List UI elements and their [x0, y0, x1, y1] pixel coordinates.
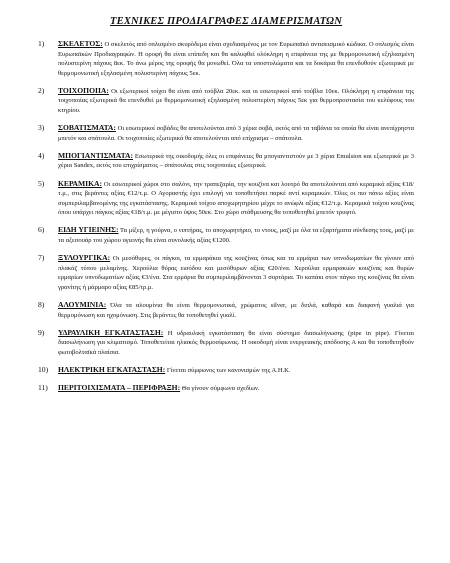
item-heading: ΞΥΛΟΥΡΓΙΚΑ:	[58, 253, 111, 263]
item-text: Όλα τα αλουμίνια θα είναι θερμομονωτικά, χρώματος silver, με διπλά, καθαρά και διαφανή γυαλιά για θερμομόνωση και ηχομόνωση. Στις βεράντες θα τοποθετηθεί γυαλί.	[58, 301, 414, 319]
item-heading: ΗΛΕΚΤΡΙΚΗ ΕΓΚΑΤΑΣΤΑΣΗ:	[58, 364, 166, 374]
item-text: Τα μίξερ, η γούρνα, ο νιπτήρας, το αποχωρητήριο, το ντους, μαζί με όλα τα εξαρτήματα σύνδεσης τους, μαζί με τα αξεσουάρ του χώρου υγιεινής θα είναι συνολικής αξίας €1200.	[58, 227, 415, 244]
item-heading: ΜΠΟΓΙΑΝΤΙΣΜΑΤΑ:	[58, 150, 133, 160]
item-heading: ΠΕΡΙΤΟΙΧΙΣΜΑΤΑ – ΠΕΡΙΦΡΑΞΗ:	[58, 383, 181, 393]
spec-item-skeleton	[38, 39, 414, 78]
item-text: Η υδραυλική εγκατάσταση θα είναι σύστημα διασωλήνωσης (pipe in pipe). Γίνεται διασωλήνωση για κλιματισμό. Τοποθετείται ηλιακός θερμοσίφωνας. Η οικοδομή είναι ενεργειακής απόδοσης Α και θα τοποθετηθούν φωτοβολταϊκά πλαίσια.	[58, 329, 414, 356]
spec-item-ceramics	[38, 179, 414, 218]
spec-item-sanitary	[38, 225, 414, 245]
item-number: 8)	[38, 299, 45, 309]
item-heading: ΚΕΡΑΜΙΚΑ:	[58, 178, 103, 188]
item-number: 6)	[38, 225, 45, 235]
item-body	[58, 123, 414, 143]
item-heading: ΣΟΒΑΤΙΣΜΑΤΑ:	[58, 123, 116, 133]
item-body	[58, 383, 414, 394]
item-heading: ΤΟΙΧΟΠΟΙΙΑ:	[58, 85, 109, 95]
item-body	[58, 365, 414, 376]
item-number: 3)	[38, 123, 45, 133]
item-text: Οι εξωτερικοί τοίχοι θα είναι από τούβλα 20εκ. και οι εσωτερικοί από τούβλα 10εκ. Ολόκληρη η επιφάνεια της τοιχοποιίας εξωτερικά θα επενδυθεί με θερμομονωτική εξηλασμένη πολυστερίνη πάχους 5εκ για θερμοπροστασία του κελύφους του κτηρίου.	[58, 87, 414, 115]
spec-item-painting	[38, 151, 414, 171]
item-number: 1)	[38, 39, 45, 48]
spec-item-fencing	[38, 383, 414, 394]
page-title: ΤΕΧΝΙΚΕΣ ΠΡΟΔΙΑΓΡΑΦΕΣ ΔΙΑΜΕΡΙΣΜΑΤΩΝ	[110, 16, 342, 27]
item-text: Γίνεται σύμφωνος των κανονισμών της Α.Η.Κ.	[165, 366, 291, 374]
item-body	[58, 179, 414, 218]
item-number: 2)	[38, 85, 45, 95]
item-text: Οι μεσόθυρες, οι πάγκοι, τα ερμαράκια της κουζίνας όπως και τα ερμάρια των υπνοδωματίων θα γίνουν από πλακάζ τύπου μελαμίνης. Χερούλια θύρας εισόδου και μεσόθυρων αξίας €20/ένα. Χερούλια ερμαρακιών κουζίνας και θυρών ερμαρίων υπνοδωματίων αξίας €3/ένα. Στα ερμάρια θα συμπεριλαμβάνονται 3 συρτάρια. Το καπάκι στον πάγκο της κουζίνας θα είναι γρανίτης ή μάρμαρο αξίας €85/τρ.μ.	[58, 255, 414, 291]
item-number: 11)	[38, 383, 48, 393]
spec-item-plastering	[38, 123, 414, 143]
item-heading: ΣΚΕΛΕΤΟΣ:	[58, 39, 103, 48]
spec-item-carpentry	[38, 253, 414, 292]
item-body	[58, 300, 414, 320]
item-number: 7)	[38, 253, 45, 263]
item-number: 5)	[38, 178, 45, 188]
spec-item-masonry	[38, 86, 414, 116]
item-body	[58, 253, 414, 292]
item-heading: ΕΙΔΗ ΥΓΙΕΙΝΗΣ:	[58, 225, 119, 235]
item-body	[58, 225, 414, 245]
spec-item-plumbing	[38, 328, 414, 358]
item-text: Εσωτερικά της οικοδομής όλες οι επιφάνειες θα μπογιαντιστούν με 3 χέρια Emulsion και εξωτερικά με 3 χέρια Sandex, εκτός του επιχρίσματος – σπάτουλας στις τοιχοποιίες εξωτερικά.	[58, 152, 414, 170]
item-heading: ΑΛΟΥΜΙΝΙΑ:	[58, 299, 107, 309]
item-body	[58, 86, 414, 116]
item-body	[58, 39, 414, 78]
item-body	[58, 151, 414, 171]
item-body	[58, 328, 414, 358]
item-text: Ο σκελετός από οπλισμένο σκυρόδεμα είναι σχεδιασμένος με τον Ευρωπαϊκό αντισεισμικό κώδικα. Ο οπλισμός είναι Ευρωπαϊκών Προδιαγραφών. Η οροφή θα είναι επίπεδη και θα καλυφθεί ολόκληρη η επιφάνεια της με θερμομονωτική εξηλασμένη πολυστερίνη πάχους 8εκ. Το άνω μέρος της οροφής θα μονωθεί. Όλα τα υποστυλώματα και τα δοκάρια θα επενδυθούν εξωτερικά με θερμομονωτική εξηλασμένη πολυστερίνη πάχους 5εκ.	[58, 41, 414, 77]
item-text: Οι εσωτερικοί χώροι στο σαλόνι, την τραπεζαρία, την κουζίνα και λουτρό θα αποτελούνται από κεραμικά αξίας €18/τ.μ., στις βεράντες αξίας €12/τ.μ. Ο Αγοραστής έχει επιλογή να τοποθετήσει παρκέ αντί κεραμικών. Όλες οι πιο πάνω αξίες είναι συμπεριλαμβανομένης της εγκατάστασης. Κεραμικά τοίχου αποχωρητηρίου μέχρι το ανώφλι αξίας €12/τ.μ. Κεραμικά τοίχου κουζίνας όπου υπάρχει πάγκος αξίας €18/τ.μ. με μέγιστο ύψος 50εκ. Στο χώρο στάθμευσης θα τοποθετηθεί μπετόν τρυφτό.	[58, 180, 414, 217]
item-text: Οι εσωτερικοί σοβάδες θα αποτελούνται από 3 χέρια σοβά, εκτός από τα ταβάνια τα οποία θα είναι ανεπίχρηστα μπετόν και σπάτουλα. Οι τοιχοποιίες εξωτερικά θα αποτελούνται από επίχρισμα – σπάτουλα.	[58, 125, 414, 142]
item-number: 10)	[38, 364, 49, 374]
spec-item-electrical	[38, 365, 414, 376]
item-number: 4)	[38, 150, 45, 160]
item-text: Θα γίνουν σύμφωνα σχεδίων.	[180, 385, 260, 393]
item-heading: ΥΔΡΑΥΛΙΚΗ ΕΓΚΑΤΑΣΤΑΣΗ:	[58, 327, 164, 337]
spec-item-aluminium	[38, 300, 414, 320]
item-number: 9)	[38, 327, 45, 337]
